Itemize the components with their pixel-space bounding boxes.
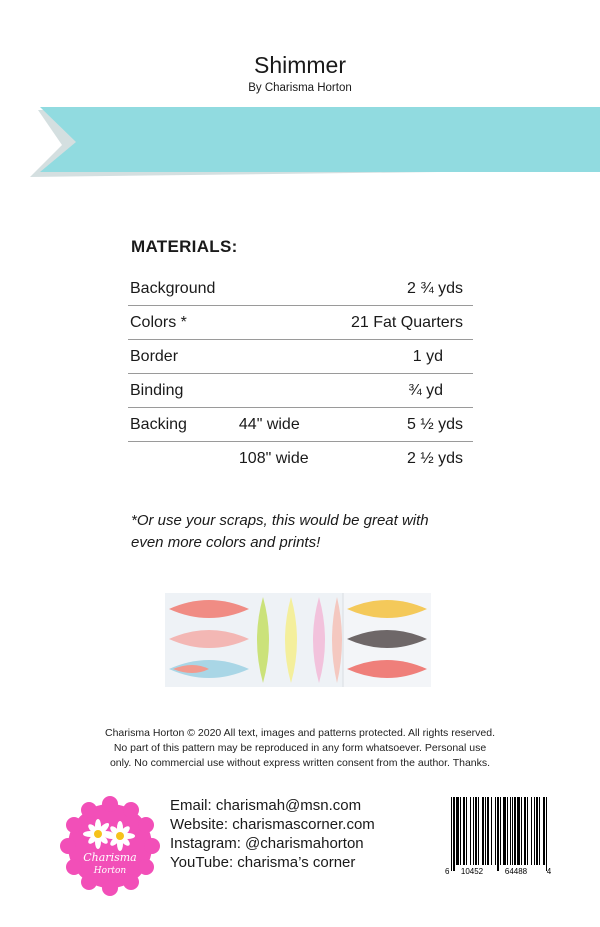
materials-table: [128, 272, 473, 475]
table-row: [128, 374, 473, 408]
materials-note: [131, 510, 429, 554]
barcode-bar: [478, 797, 479, 865]
material-item: [128, 442, 237, 476]
barcode-bar: [466, 797, 467, 865]
table-row: [128, 340, 473, 374]
material-detail: [237, 306, 349, 340]
material-amount: 1 yd: [349, 340, 473, 374]
barcode-digit: 4: [546, 867, 552, 876]
material-detail: 44" wide: [237, 408, 349, 442]
barcode-bar: [495, 797, 496, 865]
material-detail: [237, 272, 349, 306]
barcode-bar: [507, 797, 508, 865]
material-detail: [237, 340, 349, 374]
material-item: Background: [128, 272, 237, 306]
barcode-digit-group: 10452: [460, 867, 484, 876]
website-text: Website: charismascorner.com: [170, 816, 375, 833]
copyright-line: Charisma Horton © 2020 All text, images and patterns protected. All rights reserved.: [104, 727, 495, 739]
logo-text-line2: Horton: [93, 866, 127, 876]
barcode-bar: [531, 797, 532, 865]
logo-text-line1: Charisma: [83, 851, 137, 864]
barcode: [443, 797, 553, 877]
barcode-bar: [451, 797, 452, 871]
barcode-bar: [517, 797, 520, 865]
barcode-digit: 6: [445, 867, 450, 876]
barcode-bar: [514, 797, 516, 865]
author-byline: By Charisma Horton: [248, 82, 352, 94]
material-detail: 108" wide: [238, 449, 309, 467]
barcode-bar: [512, 797, 513, 865]
barcode-bar: [487, 797, 489, 865]
barcode-bar: [453, 797, 455, 871]
barcode-bar: [546, 797, 547, 871]
barcode-bar: [475, 797, 477, 865]
youtube-text: YouTube: charisma’s corner: [170, 854, 356, 871]
material-item: Colors *: [128, 306, 237, 340]
barcode-bar: [456, 797, 459, 865]
quilt-photo: [165, 593, 431, 687]
barcode-bar: [521, 797, 522, 865]
barcode-digit-group: 64488: [504, 867, 528, 876]
table-row: [128, 272, 473, 306]
material-amount: ¾ yd: [349, 374, 473, 408]
material-amount: 5 ½ yds: [349, 408, 473, 442]
pattern-title: Shimmer: [253, 52, 346, 78]
material-item: Backing: [128, 408, 237, 442]
material-amount: 2 ½ yds: [406, 449, 463, 467]
copyright-notice: [0, 726, 600, 771]
barcode-bar: [497, 797, 499, 871]
barcode-bar: [491, 797, 492, 865]
barcode-bars: [451, 797, 547, 871]
note-line: *Or use your scraps, this would be great with: [131, 512, 429, 529]
email-text: Email: charismah@msn.com: [170, 797, 362, 814]
ribbon-banner: [0, 100, 600, 185]
barcode-bar: [536, 797, 538, 865]
charisma-horton-logo: [60, 796, 160, 896]
material-detail: [237, 374, 349, 408]
materials-heading: MATERIALS:: [131, 237, 238, 256]
barcode-bar: [524, 797, 526, 865]
barcode-bar: [527, 797, 528, 865]
copyright-line: only. No commercial use without express written consent from the author. Thanks.: [109, 757, 491, 769]
barcode-bar: [470, 797, 471, 865]
table-row: [128, 408, 473, 442]
barcode-bar: [500, 797, 501, 865]
table-row: [128, 306, 473, 340]
barcode-bar: [534, 797, 535, 865]
barcode-bar: [460, 797, 461, 865]
material-item: Binding: [128, 374, 237, 408]
barcode-bar: [463, 797, 465, 865]
barcode-bar: [510, 797, 511, 865]
barcode-bar: [473, 797, 474, 865]
barcode-bar: [539, 797, 540, 865]
material-amount: 2 ¾ yds: [349, 272, 473, 306]
barcode-bar: [485, 797, 486, 865]
note-line: even more colors and prints!: [131, 534, 321, 551]
barcode-bar: [543, 797, 545, 865]
material-item: Border: [128, 340, 237, 374]
material-amount: 21 Fat Quarters: [349, 306, 473, 340]
copyright-line: No part of this pattern may be reproduced in any form whatsoever. Personal use: [113, 742, 487, 754]
instagram-text: Instagram: @charismahorton: [170, 835, 364, 852]
table-row: [128, 442, 473, 476]
barcode-bar: [503, 797, 506, 865]
barcode-bar: [482, 797, 484, 865]
contact-info: [170, 796, 375, 872]
